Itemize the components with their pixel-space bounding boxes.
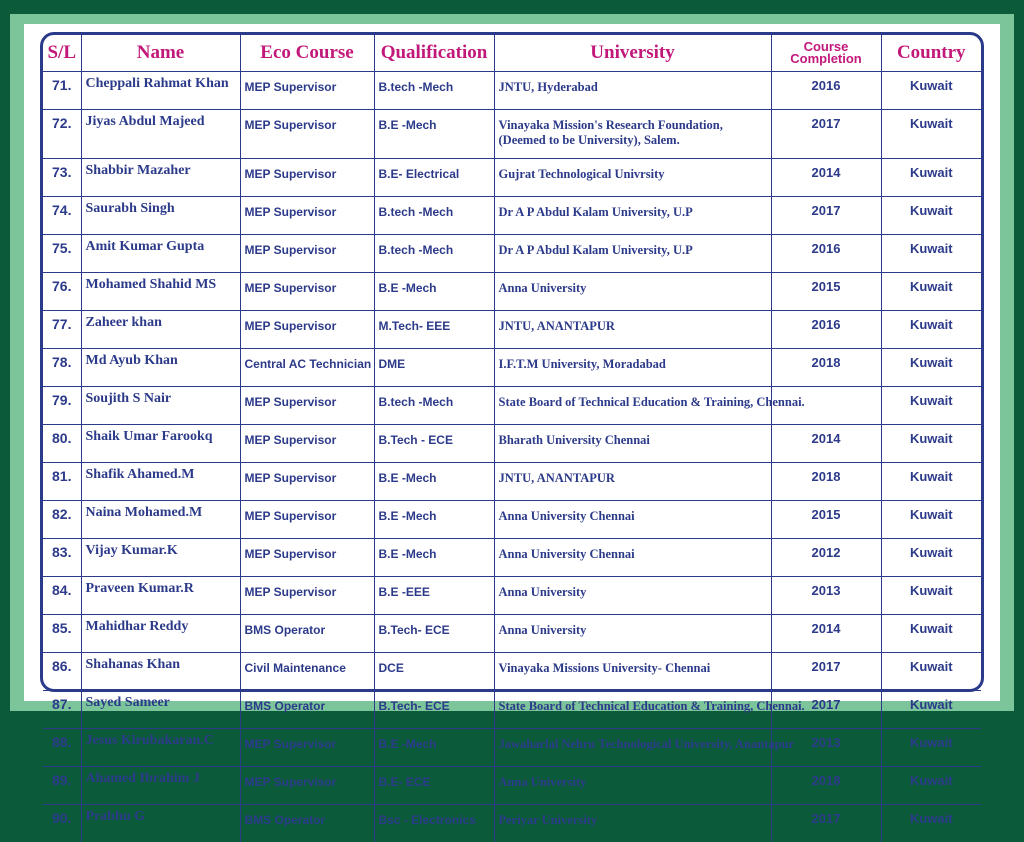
cell-sl: 74. — [43, 197, 81, 235]
header-qualification: Qualification — [374, 35, 494, 72]
table-row — [43, 110, 981, 159]
cell-name: Md Ayub Khan — [81, 349, 240, 387]
cell-eco-course: MEP Supervisor — [240, 72, 374, 110]
cell-sl: 90. — [43, 805, 81, 842]
cell-university — [494, 110, 771, 159]
document-page — [24, 24, 1000, 701]
cell-qualification: B.E -EEE — [374, 577, 494, 615]
cell-country: Kuwait — [881, 767, 981, 805]
cell-university — [494, 501, 771, 539]
university-line1: Gujrat Technological Univrsity — [499, 167, 665, 181]
cell-year: 2013 — [771, 577, 881, 615]
cell-university — [494, 425, 771, 463]
cell-eco-course: BMS Operator — [240, 615, 374, 653]
cell-qualification: Bsc - Electronics — [374, 805, 494, 842]
cell-country: Kuwait — [881, 653, 981, 691]
cell-university — [494, 729, 771, 767]
cell-country: Kuwait — [881, 349, 981, 387]
university-line1: Jawaharlal Nehru Technological University, Anantapur — [499, 737, 795, 751]
table-row — [43, 311, 981, 349]
cell-qualification: B.Tech - ECE — [374, 425, 494, 463]
table-row — [43, 387, 981, 425]
cell-name: Soujith S Nair — [81, 387, 240, 425]
cell-university — [494, 691, 771, 729]
outer-frame — [10, 14, 1014, 711]
cell-qualification: B.Tech- ECE — [374, 691, 494, 729]
cell-country: Kuwait — [881, 197, 981, 235]
cell-qualification: B.tech -Mech — [374, 72, 494, 110]
cell-qualification: B.E -Mech — [374, 729, 494, 767]
university-line1: Anna University — [499, 281, 587, 295]
cell-eco-course: BMS Operator — [240, 691, 374, 729]
cell-eco-course: MEP Supervisor — [240, 767, 374, 805]
cell-country: Kuwait — [881, 501, 981, 539]
cell-country: Kuwait — [881, 387, 981, 425]
cell-year: 2016 — [771, 235, 881, 273]
cell-sl: 82. — [43, 501, 81, 539]
cell-name: Amit Kumar Gupta — [81, 235, 240, 273]
cell-country: Kuwait — [881, 691, 981, 729]
cell-qualification: B.tech -Mech — [374, 387, 494, 425]
cell-year: 2015 — [771, 273, 881, 311]
university-line1: Anna University Chennai — [499, 547, 635, 561]
cell-eco-course: Central AC Technician — [240, 349, 374, 387]
cell-year: 2012 — [771, 539, 881, 577]
cell-country: Kuwait — [881, 273, 981, 311]
cell-year: 2014 — [771, 615, 881, 653]
table-row — [43, 729, 981, 767]
cell-name: Cheppali Rahmat Khan — [81, 72, 240, 110]
table-row — [43, 425, 981, 463]
cell-year: 2014 — [771, 425, 881, 463]
university-line1: JNTU, ANANTAPUR — [499, 471, 615, 485]
cell-university — [494, 767, 771, 805]
cell-year: 2018 — [771, 463, 881, 501]
cell-sl: 89. — [43, 767, 81, 805]
header-course-completion-line1: Course — [804, 39, 849, 54]
cell-sl: 79. — [43, 387, 81, 425]
university-line1: Vinayaka Mission's Research Foundation, — [499, 118, 723, 132]
cell-year: 2017 — [771, 691, 881, 729]
cell-name: Jesus Kirubakaran.C — [81, 729, 240, 767]
cell-sl: 86. — [43, 653, 81, 691]
table-row — [43, 653, 981, 691]
cell-qualification: DCE — [374, 653, 494, 691]
university-line2: (Deemed to be University), Salem. — [499, 133, 680, 147]
cell-eco-course: MEP Supervisor — [240, 387, 374, 425]
table-row — [43, 273, 981, 311]
cell-university — [494, 273, 771, 311]
cell-eco-course: MEP Supervisor — [240, 311, 374, 349]
cell-university — [494, 311, 771, 349]
header-course-completion — [771, 35, 881, 72]
cell-name: Mohamed Shahid MS — [81, 273, 240, 311]
cell-qualification: DME — [374, 349, 494, 387]
cell-eco-course: MEP Supervisor — [240, 159, 374, 197]
university-line1: Bharath University Chennai — [499, 433, 650, 447]
cell-year: 2017 — [771, 805, 881, 842]
table-row — [43, 805, 981, 842]
cell-name: Praveen Kumar.R — [81, 577, 240, 615]
cell-country: Kuwait — [881, 615, 981, 653]
cell-qualification: B.E -Mech — [374, 273, 494, 311]
cell-university — [494, 72, 771, 110]
cell-year: 2015 — [771, 501, 881, 539]
cell-country: Kuwait — [881, 729, 981, 767]
cell-sl: 87. — [43, 691, 81, 729]
cell-name: Ahamed Ibrahim J — [81, 767, 240, 805]
cell-year: 2018 — [771, 349, 881, 387]
cell-eco-course: MEP Supervisor — [240, 729, 374, 767]
cell-qualification: B.E -Mech — [374, 463, 494, 501]
table-row — [43, 159, 981, 197]
table-row — [43, 539, 981, 577]
university-line1: Anna University Chennai — [499, 509, 635, 523]
cell-eco-course: MEP Supervisor — [240, 235, 374, 273]
cell-sl: 78. — [43, 349, 81, 387]
cell-sl: 72. — [43, 110, 81, 159]
cell-name: Shabbir Mazaher — [81, 159, 240, 197]
table-row — [43, 615, 981, 653]
table-row — [43, 577, 981, 615]
candidates-table — [43, 35, 981, 842]
cell-eco-course: MEP Supervisor — [240, 539, 374, 577]
cell-year: 2016 — [771, 311, 881, 349]
cell-university — [494, 805, 771, 842]
cell-qualification: B.E -Mech — [374, 110, 494, 159]
cell-qualification: B.E- Electrical — [374, 159, 494, 197]
cell-eco-course: MEP Supervisor — [240, 577, 374, 615]
cell-eco-course: MEP Supervisor — [240, 501, 374, 539]
cell-qualification: B.Tech- ECE — [374, 615, 494, 653]
cell-country: Kuwait — [881, 72, 981, 110]
cell-name: Prabhu G — [81, 805, 240, 842]
table-row — [43, 197, 981, 235]
cell-sl: 76. — [43, 273, 81, 311]
cell-name: Sayed Sameer — [81, 691, 240, 729]
cell-name: Naina Mohamed.M — [81, 501, 240, 539]
cell-year: 2016 — [771, 72, 881, 110]
cell-country: Kuwait — [881, 539, 981, 577]
cell-eco-course: MEP Supervisor — [240, 197, 374, 235]
cell-year: 2018 — [771, 767, 881, 805]
table-row — [43, 349, 981, 387]
cell-sl: 73. — [43, 159, 81, 197]
university-line1: Periyar University — [499, 813, 598, 827]
cell-year: 2014 — [771, 159, 881, 197]
cell-university — [494, 159, 771, 197]
cell-university — [494, 197, 771, 235]
cell-country: Kuwait — [881, 577, 981, 615]
cell-sl: 80. — [43, 425, 81, 463]
cell-country: Kuwait — [881, 425, 981, 463]
cell-university — [494, 577, 771, 615]
cell-country: Kuwait — [881, 110, 981, 159]
cell-qualification: B.tech -Mech — [374, 197, 494, 235]
cell-year: 2013 — [771, 729, 881, 767]
cell-sl: 84. — [43, 577, 81, 615]
cell-eco-course: BMS Operator — [240, 805, 374, 842]
cell-sl: 88. — [43, 729, 81, 767]
table-row — [43, 501, 981, 539]
table-header-row — [43, 35, 981, 72]
cell-name: Saurabh Singh — [81, 197, 240, 235]
cell-qualification: B.E- ECE — [374, 767, 494, 805]
cell-sl: 85. — [43, 615, 81, 653]
university-line1: JNTU, Hyderabad — [499, 80, 598, 94]
cell-year: 2017 — [771, 110, 881, 159]
header-university: University — [494, 35, 771, 72]
cell-university — [494, 463, 771, 501]
cell-eco-course: MEP Supervisor — [240, 273, 374, 311]
cell-name: Shaik Umar Farookq — [81, 425, 240, 463]
cell-eco-course: MEP Supervisor — [240, 463, 374, 501]
cell-eco-course: MEP Supervisor — [240, 110, 374, 159]
header-sl: S/L — [43, 35, 81, 72]
university-line1: State Board of Technical Education & Training, Chennai. — [499, 699, 805, 713]
cell-name: Mahidhar Reddy — [81, 615, 240, 653]
table-row — [43, 767, 981, 805]
cell-name: Vijay Kumar.K — [81, 539, 240, 577]
cell-name: Zaheer khan — [81, 311, 240, 349]
header-name: Name — [81, 35, 240, 72]
university-line1: Anna University — [499, 623, 587, 637]
university-line1: Vinayaka Missions University- Chennai — [499, 661, 711, 675]
table-row — [43, 691, 981, 729]
university-line1: Anna University — [499, 585, 587, 599]
cell-country: Kuwait — [881, 463, 981, 501]
cell-sl: 71. — [43, 72, 81, 110]
university-line1: Dr A P Abdul Kalam University, U.P — [499, 205, 693, 219]
cell-sl: 77. — [43, 311, 81, 349]
cell-qualification: B.tech -Mech — [374, 235, 494, 273]
cell-university — [494, 539, 771, 577]
cell-university — [494, 235, 771, 273]
cell-university — [494, 615, 771, 653]
cell-qualification: M.Tech- EEE — [374, 311, 494, 349]
university-line1: Dr A P Abdul Kalam University, U.P — [499, 243, 693, 257]
cell-university — [494, 349, 771, 387]
cell-sl: 81. — [43, 463, 81, 501]
cell-name: Shafik Ahamed.M — [81, 463, 240, 501]
cell-eco-course: MEP Supervisor — [240, 425, 374, 463]
cell-sl: 83. — [43, 539, 81, 577]
university-line1: I.F.T.M University, Moradabad — [499, 357, 666, 371]
university-line1: Anna University — [499, 775, 587, 789]
header-course-completion-line2: Completion — [790, 51, 862, 66]
table-row — [43, 72, 981, 110]
cell-country: Kuwait — [881, 235, 981, 273]
cell-year: 2017 — [771, 197, 881, 235]
header-eco-course: Eco Course — [240, 35, 374, 72]
university-line1: JNTU, ANANTAPUR — [499, 319, 615, 333]
header-country: Country — [881, 35, 981, 72]
cell-qualification: B.E -Mech — [374, 501, 494, 539]
cell-university — [494, 653, 771, 691]
cell-eco-course: Civil Maintenance — [240, 653, 374, 691]
cell-name: Shahanas Khan — [81, 653, 240, 691]
cell-country: Kuwait — [881, 805, 981, 842]
cell-qualification: B.E -Mech — [374, 539, 494, 577]
cell-year: 2017 — [771, 653, 881, 691]
candidates-table-container — [40, 32, 984, 692]
table-row — [43, 463, 981, 501]
cell-country: Kuwait — [881, 311, 981, 349]
cell-country: Kuwait — [881, 159, 981, 197]
cell-university — [494, 387, 771, 425]
university-line1: State Board of Technical Education & Training, Chennai. — [499, 395, 805, 409]
cell-sl: 75. — [43, 235, 81, 273]
cell-name: Jiyas Abdul Majeed — [81, 110, 240, 159]
table-row — [43, 235, 981, 273]
